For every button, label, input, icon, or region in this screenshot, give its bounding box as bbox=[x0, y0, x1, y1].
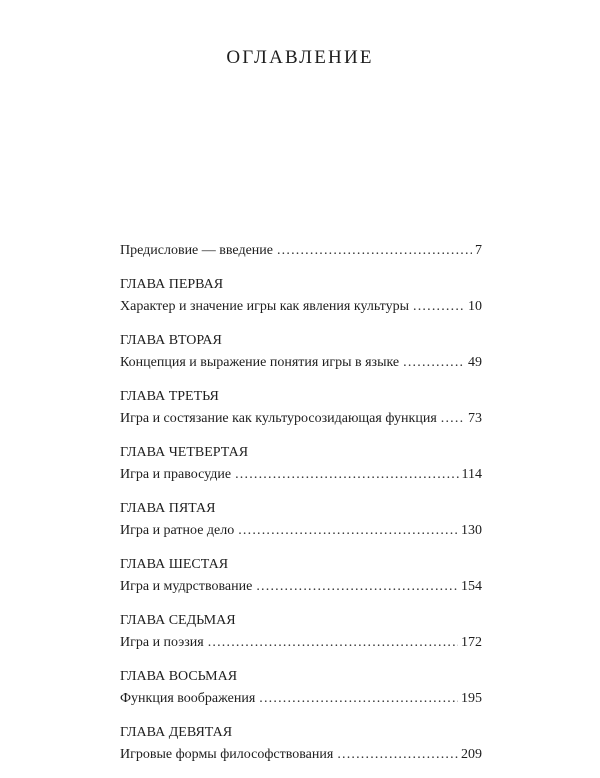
page-title: ОГЛАВЛЕНИЕ bbox=[226, 47, 374, 68]
toc-page-number: 172 bbox=[461, 635, 482, 650]
table-of-contents bbox=[120, 240, 482, 778]
toc-line[interactable] bbox=[120, 464, 482, 486]
toc-page-number: 7 bbox=[475, 243, 482, 258]
toc-entry-title: Функция воображения bbox=[120, 691, 256, 706]
dot-leader bbox=[238, 520, 458, 542]
toc-entry-chapter-7 bbox=[120, 610, 482, 654]
toc-line[interactable] bbox=[120, 240, 482, 262]
toc-line[interactable] bbox=[120, 408, 482, 430]
toc-entry-chapter-4 bbox=[120, 442, 482, 486]
toc-entry-title: Игра и ратное дело bbox=[120, 523, 235, 538]
toc-page-number: 130 bbox=[461, 523, 482, 538]
toc-entry-chapter-5 bbox=[120, 498, 482, 542]
toc-page-number: 73 bbox=[468, 411, 482, 426]
toc-line[interactable] bbox=[120, 296, 482, 318]
toc-page-number: 195 bbox=[461, 691, 482, 706]
dot-leader bbox=[337, 744, 458, 766]
dot-leader bbox=[235, 464, 458, 486]
toc-entry-chapter-6 bbox=[120, 554, 482, 598]
dot-leader bbox=[277, 240, 472, 262]
toc-entry-chapter-3 bbox=[120, 386, 482, 430]
toc-entry-title: Концепция и выражение понятия игры в языке bbox=[120, 355, 400, 370]
chapter-label: ГЛАВА ШЕСТАЯ bbox=[120, 557, 229, 572]
toc-entry-chapter-8 bbox=[120, 666, 482, 710]
toc-entry-title: Игра и поэзия bbox=[120, 635, 204, 650]
chapter-label: ГЛАВА ВТОРАЯ bbox=[120, 333, 222, 348]
chapter-label: ГЛАВА СЕДЬМАЯ bbox=[120, 613, 236, 628]
toc-line[interactable] bbox=[120, 520, 482, 542]
toc-entry-chapter-2 bbox=[120, 330, 482, 374]
toc-page-number: 114 bbox=[461, 467, 482, 482]
chapter-label: ГЛАВА ТРЕТЬЯ bbox=[120, 389, 219, 404]
toc-entry-title: Игра и состязание как культуросозидающая функция bbox=[120, 411, 437, 426]
dot-leader bbox=[403, 352, 465, 374]
toc-page-number: 154 bbox=[461, 579, 482, 594]
chapter-label: ГЛАВА ПЯТАЯ bbox=[120, 501, 216, 516]
dot-leader bbox=[259, 688, 458, 710]
toc-entry-title: Предисловие — введение bbox=[120, 243, 273, 258]
toc-line[interactable] bbox=[120, 688, 482, 710]
toc-page-number: 49 bbox=[468, 355, 482, 370]
toc-entry-title: Игровые формы философствования bbox=[120, 747, 334, 762]
dot-leader bbox=[208, 632, 458, 654]
dot-leader bbox=[413, 296, 465, 318]
toc-page-number: 10 bbox=[468, 299, 482, 314]
dot-leader bbox=[256, 576, 458, 598]
toc-entry-title: Характер и значение игры как явления культуры bbox=[120, 299, 410, 314]
chapter-label: ГЛАВА ДЕВЯТАЯ bbox=[120, 725, 233, 740]
toc-entry-title: Игра и мудрствование bbox=[120, 579, 253, 594]
toc-line[interactable] bbox=[120, 352, 482, 374]
toc-entry-chapter-1 bbox=[120, 274, 482, 318]
toc-entry-title: Игра и правосудие bbox=[120, 467, 232, 482]
dot-leader bbox=[441, 408, 465, 430]
toc-entry-preface bbox=[120, 240, 482, 262]
chapter-label: ГЛАВА ВОСЬМАЯ bbox=[120, 669, 238, 684]
chapter-label: ГЛАВА ЧЕТВЕРТАЯ bbox=[120, 445, 249, 460]
toc-entry-chapter-9 bbox=[120, 722, 482, 766]
toc-page-number: 209 bbox=[461, 747, 482, 762]
toc-line[interactable] bbox=[120, 576, 482, 598]
toc-line[interactable] bbox=[120, 632, 482, 654]
toc-line[interactable] bbox=[120, 744, 482, 766]
chapter-label: ГЛАВА ПЕРВАЯ bbox=[120, 277, 224, 292]
